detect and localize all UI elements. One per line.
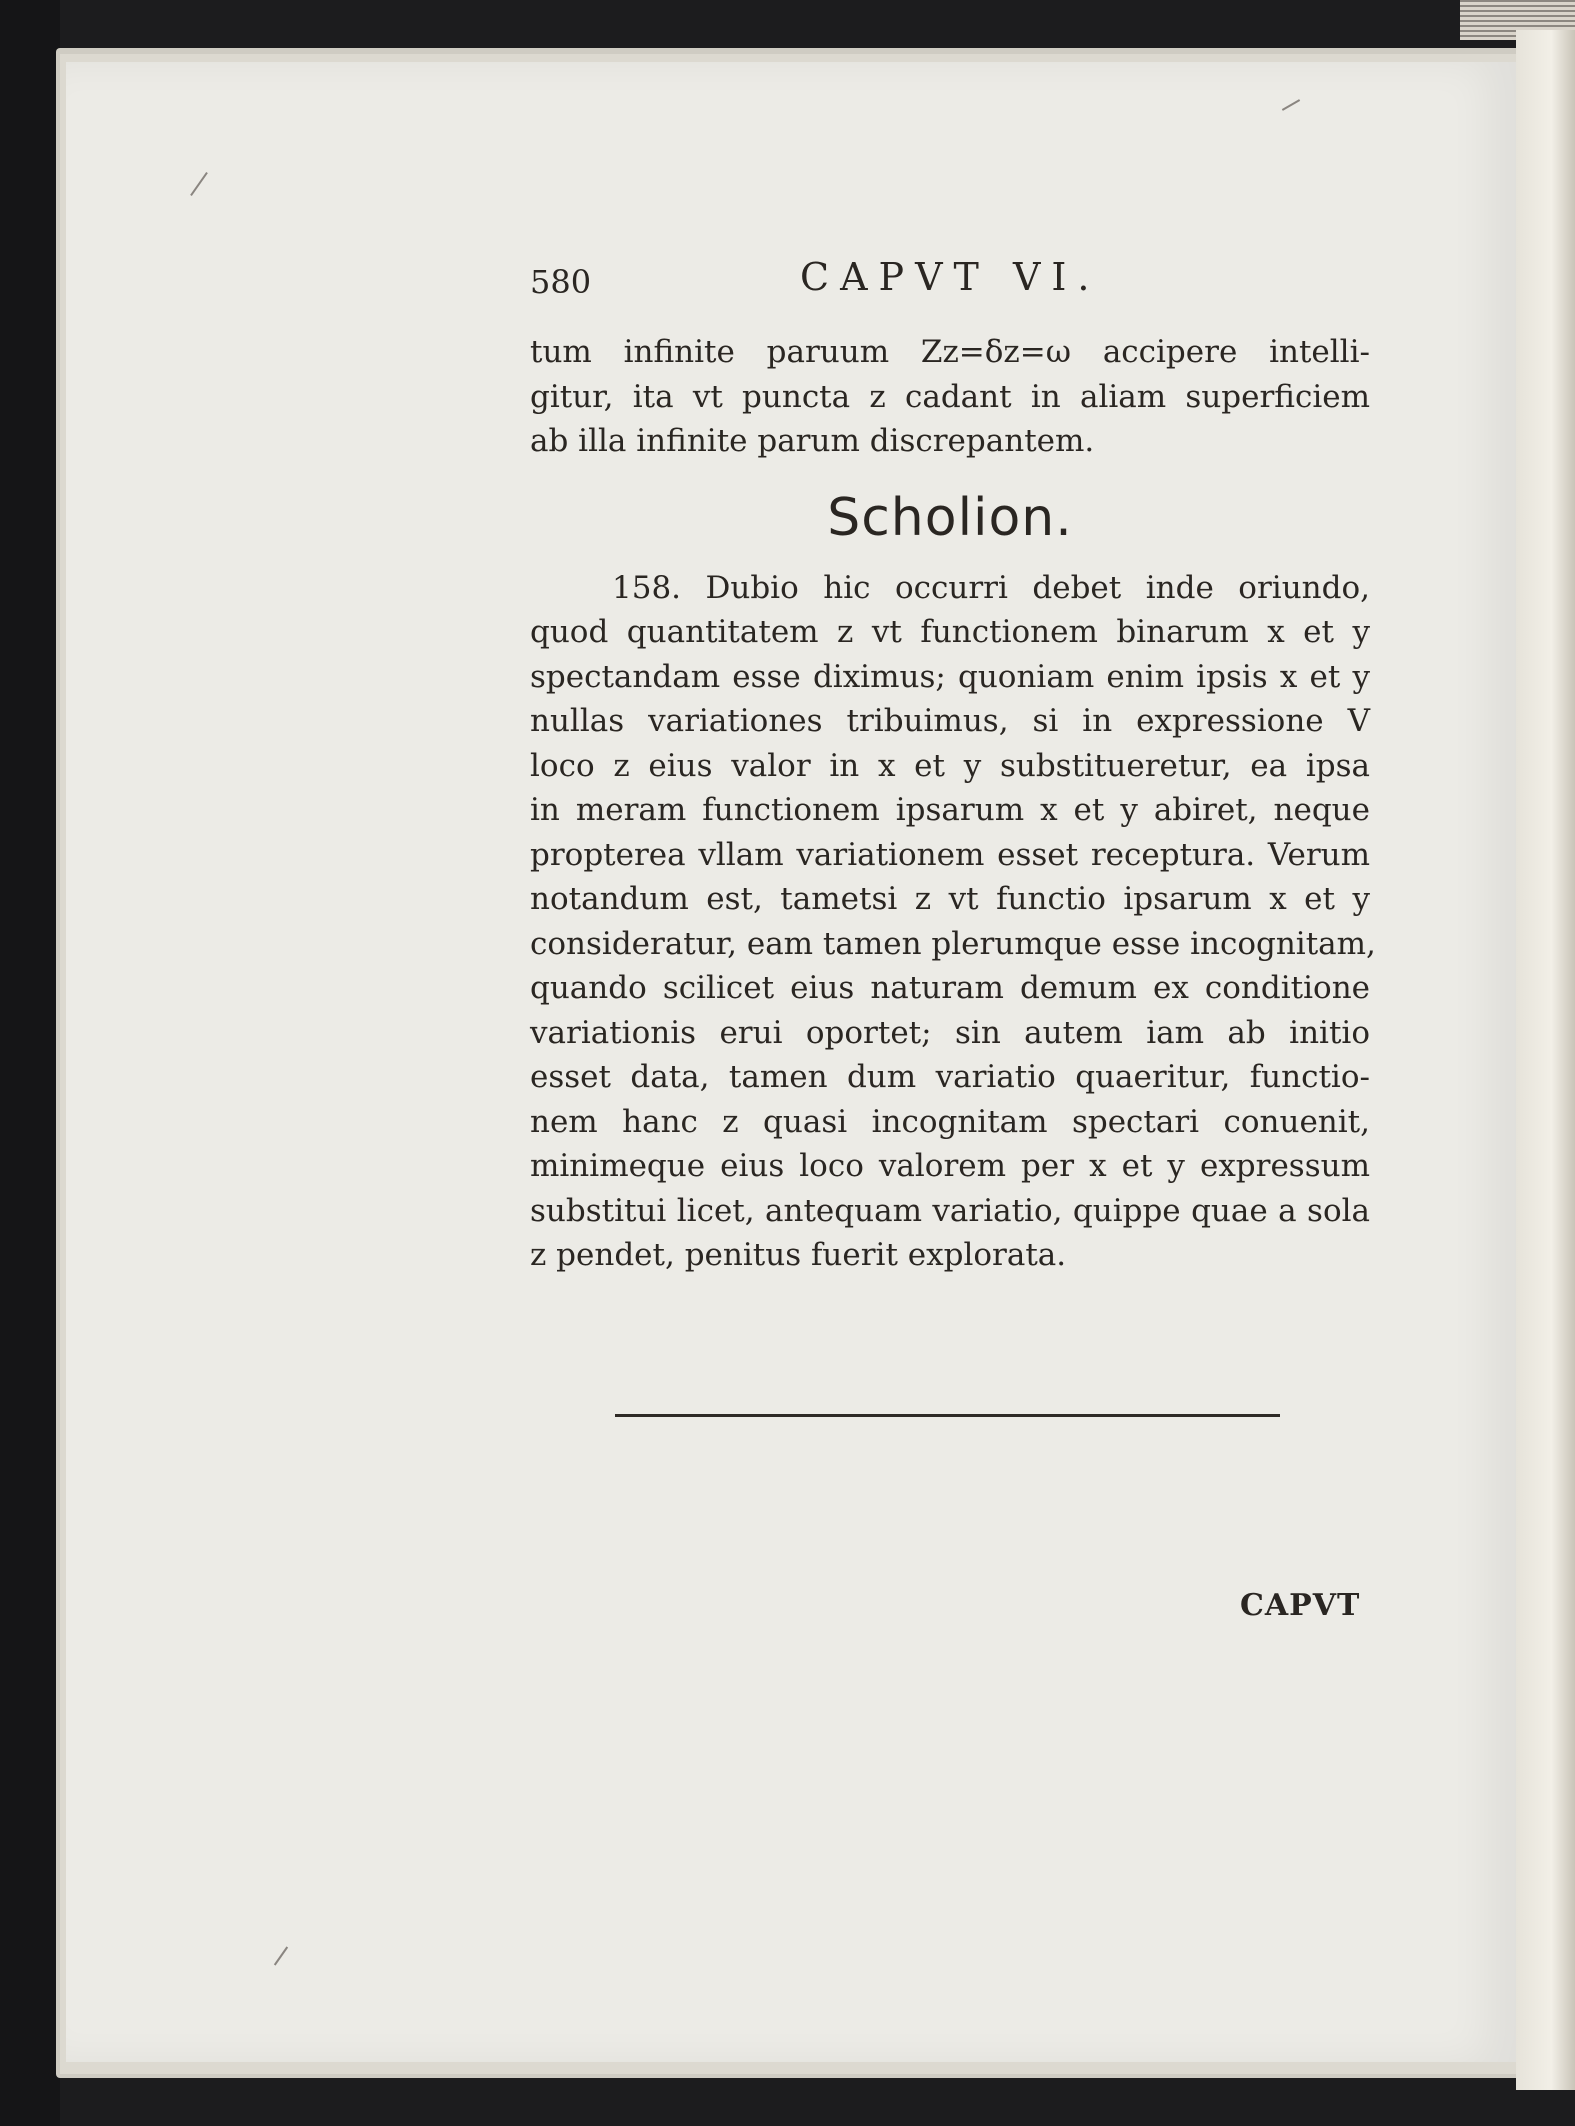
body-text (530, 330, 1376, 1278)
text-line: spectandam esse diximus; quoniam enim ipsis x et y (530, 658, 1370, 695)
text-line: ab illa infinite parum discrepantem. (530, 423, 1095, 459)
text-line: esset data, tamen dum variatio quaeritur, functio- (530, 1059, 1370, 1095)
book-backdrop (0, 0, 60, 2126)
page-number: 580 (530, 263, 592, 301)
text-line: propterea vllam variationem esset receptura. Verum (530, 836, 1370, 873)
text-line: variationis erui oportet; sin autem iam ab initio (530, 1014, 1370, 1051)
catchword: CAPVT (1240, 1588, 1361, 1623)
text-line: tum infinite paruum Zz=δz=ω accipere intelli- (530, 334, 1370, 370)
text-line: consideratur, eam tamen plerumque esse incognitam, (530, 925, 1376, 962)
text-line: substitui licet, antequam variatio, quippe quae a sola (530, 1192, 1370, 1229)
text-line: nem hanc z quasi incognitam spectari conuenit, (530, 1103, 1370, 1140)
horizontal-rule (615, 1414, 1280, 1417)
text-line: quod quantitatem z vt functionem binarum x et y (530, 614, 1370, 650)
text-line: in meram functionem ipsarum x et y abiret, neque (530, 792, 1370, 828)
text-line: quando scilicet eius naturam demum ex conditione (530, 970, 1370, 1006)
running-title: CAPVT VI. (800, 255, 1101, 299)
page-header (530, 255, 1150, 315)
section-title: Scholion. (827, 487, 1073, 548)
text-line: 158. Dubio hic occurri debet inde oriundo, (612, 569, 1370, 606)
text-line: minimeque eius loco valorem per x et y expressum (530, 1148, 1370, 1184)
book-gutter (1516, 30, 1575, 2090)
text-line: gitur, ita vt puncta z cadant in aliam superficiem (530, 378, 1370, 415)
text-line: loco z eius valor in x et y substitueretur, ea ipsa (530, 747, 1370, 784)
text-line: nullas variationes tribuimus, si in expressione V (530, 703, 1370, 739)
text-line: notandum est, tametsi z vt functio ipsarum x et y (530, 881, 1370, 917)
text-line: z pendet, penitus fuerit explorata. (530, 1237, 1067, 1273)
